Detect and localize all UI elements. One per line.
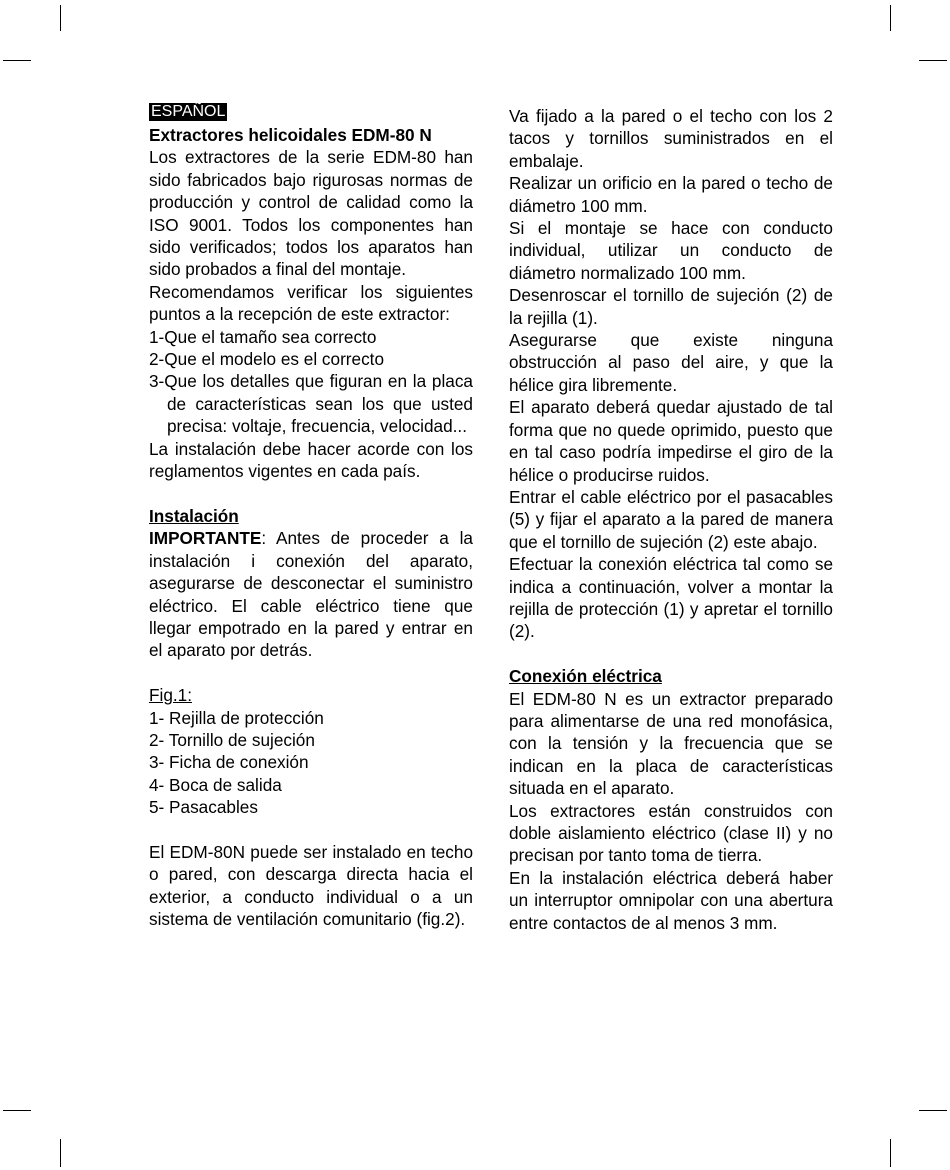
intro-paragraph: Los extractores de la serie EDM-80 han sido fabricados bajo rigurosas normas de producción y control de calidad como la ISO 9001. Todos los componentes han sido verificados; todos los aparatos han sido probados a final del montaje. (149, 147, 473, 280)
important-label: IMPORTANTE (149, 528, 262, 549)
important-text: : Antes de proceder a la instalación i conexión del aparato, asegurarse de desconectar el suministro eléctrico. El cable eléctrico tiene que llegar empotrado en la pared y entrar en el aparato por detrás. (149, 528, 473, 661)
install-step-paragraph: El aparato deberá quedar ajustado de tal forma que no quede oprimido, puesto que en tal caso podría impedirse el giro de la hélice o producirse ruidos. (509, 397, 833, 485)
crop-mark (890, 1139, 891, 1167)
crop-mark (890, 5, 891, 31)
figure-label: Fig.1: (149, 685, 192, 706)
left-column (149, 99, 473, 931)
language-label-row (149, 99, 473, 124)
figure-item: 5- Pasacables (149, 797, 258, 818)
install-step-paragraph: Efectuar la conexión eléctrica tal como se indica a continuación, volver a montar la rejilla de protección (1) y apretar el tornillo (2). (509, 554, 833, 642)
section-heading-electrical: Conexión eléctrica (509, 666, 662, 687)
important-paragraph (149, 527, 473, 661)
crop-mark (3, 1110, 31, 1111)
mounting-paragraph: El EDM-80N puede ser instalado en techo o pared, con descarga directa hacia el exterior, a conducto individual o a un sistema de ventilación comunitario (fig.2). (149, 841, 473, 930)
check-item: 1-Que el tamaño sea correcto (149, 326, 377, 347)
install-step-paragraph: Desenroscar el tornillo de sujeción (2) de la rejilla (1). (509, 285, 833, 328)
crop-mark (919, 60, 947, 61)
crop-mark (60, 1139, 61, 1167)
section-heading-installation: Instalación (149, 505, 239, 526)
install-step-paragraph: Realizar un orificio en la pared o techo de diámetro 100 mm. (509, 173, 833, 216)
install-note-paragraph: La instalación debe hacer acorde con los reglamentos vigentes en cada país. (149, 438, 473, 482)
install-step-paragraph: Asegurarse que existe ninguna obstrucción al paso del aire, y que la hélice gira libremente. (509, 330, 833, 395)
check-item: 2-Que el modelo es el correcto (149, 349, 385, 370)
crop-mark (919, 1110, 947, 1111)
figure-item: 2- Tornillo de sujeción (149, 729, 315, 750)
figure-item: 3- Ficha de conexión (149, 752, 309, 773)
figure-item: 1- Rejilla de protección (149, 707, 324, 728)
recommend-paragraph: Recomendamos verificar los siguientes puntos a la recepción de este extractor: (149, 281, 473, 325)
electrical-paragraph: Los extractores están construidos con doble aislamiento eléctrico (clase II) y no precisan por tanto toma de tierra. (509, 800, 833, 866)
electrical-paragraph: En la instalación eléctrica deberá haber un interruptor omnipolar con una abertura entre contactos de al menos 3 mm. (509, 867, 833, 933)
crop-mark (3, 60, 31, 61)
check-item: 3-Que los detalles que figuran en la placa de características sean los que usted precisa: voltaje, frecuencia, velocidad... (149, 371, 473, 437)
install-step-paragraph: Va fijado a la pared o el techo con los 2 tacos y tornillos suministrados en el embalaje. (509, 106, 833, 171)
crop-mark (60, 5, 61, 31)
right-column (509, 105, 833, 934)
install-step-paragraph: Si el montaje se hace con conducto individual, utilizar un conducto de diámetro normalizado 100 mm. (509, 218, 833, 283)
document-title: Extractores helicoidales EDM-80 N (149, 125, 432, 145)
figure-item: 4- Boca de salida (149, 774, 282, 795)
electrical-paragraph: El EDM-80 N es un extractor preparado para alimentarse de una red monofásica, con la tensión y la frecuencia que se indican en la placa de características situada en el aparato. (509, 688, 833, 799)
install-step-paragraph: Entrar el cable eléctrico por el pasacables (5) y fijar el aparato a la pared de manera que el tornillo de sujeción (2) este abajo. (509, 486, 833, 552)
language-label: ESPAÑOL (151, 103, 226, 120)
